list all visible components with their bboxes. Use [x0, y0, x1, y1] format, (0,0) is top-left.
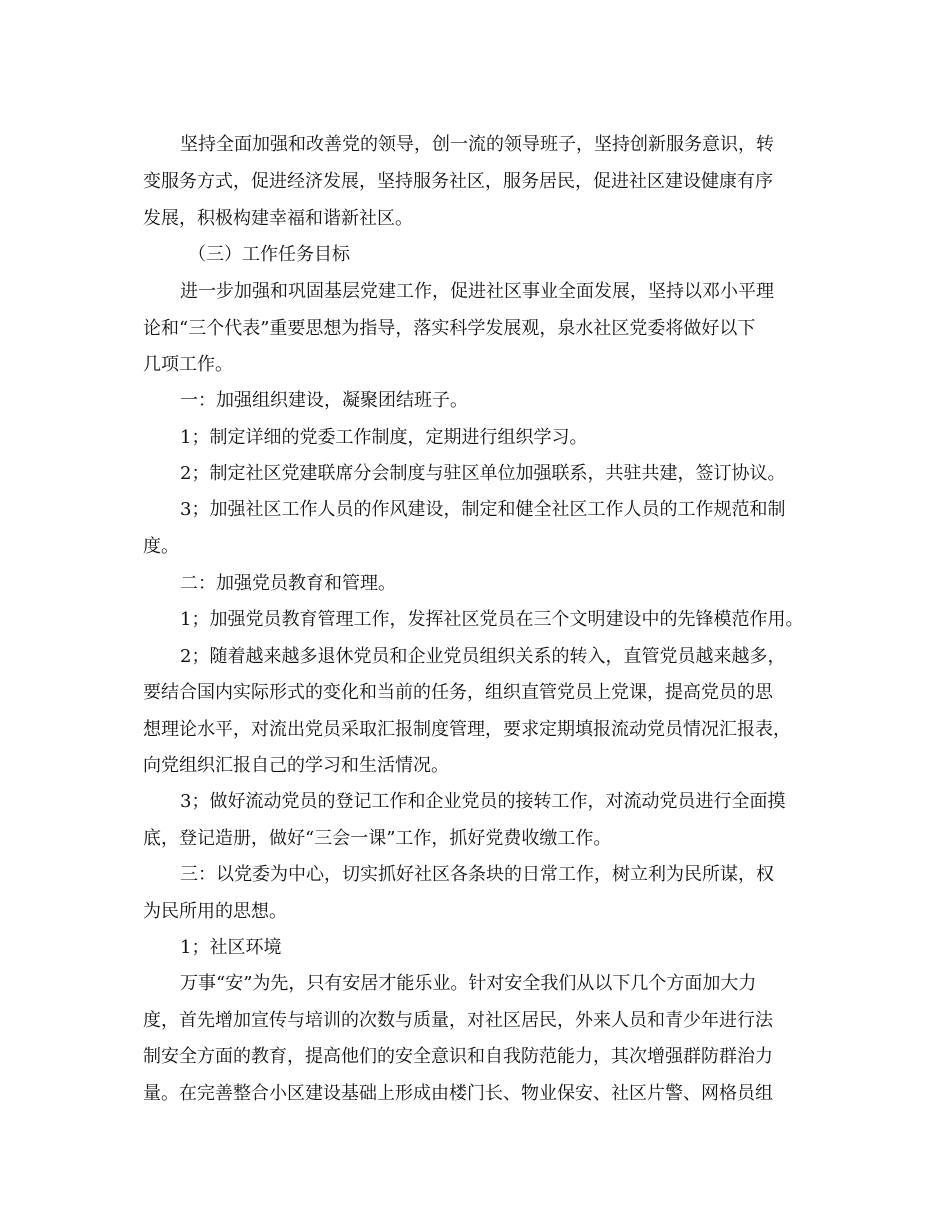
- item-two-point-2-line-2: 要结合国内实际形式的变化和当前的任务，组织直管党员上党课，提高党员的思: [143, 682, 773, 703]
- paragraph-1-line-3: 发展，积极构建幸福和谐新社区。: [143, 208, 413, 229]
- item-heading-three-line-1: 三：以党委为中心，切实抓好社区各条块的日常工作，树立利为民所谋，权: [180, 864, 774, 885]
- section-heading: （三）工作任务目标: [188, 244, 350, 265]
- paragraph-1-line-1: 坚持全面加强和改善党的领导，创一流的领导班子，坚持创新服务意识，转: [180, 134, 774, 155]
- item-heading-one: 一：加强组织建设，凝聚团结班子。: [180, 390, 468, 411]
- item-two-point-3-line-2: 底，登记造册，做好“三会一课”工作，抓好党费收缴工作。: [143, 828, 612, 849]
- item-one-point-2: 2；制定社区党建联席分会制度与驻区单位加强联系，共驻共建，签订协议。: [180, 463, 786, 484]
- item-heading-two: 二：加强党员教育和管理。: [180, 573, 396, 594]
- environment-paragraph-line-2: 度，首先增加宣传与培训的次数与质量，对社区居民，外来人员和青少年进行法: [143, 1010, 773, 1031]
- paragraph-3-line-2: 论和“三个代表”重要思想为指导，落实科学发展观，泉水社区党委将做好以下: [143, 318, 756, 339]
- paragraph-3-line-1: 进一步加强和巩固基层党建工作，促进社区事业全面发展，坚持以邓小平理: [180, 281, 774, 302]
- environment-paragraph-line-4: 量。在完善整合小区建设基础上形成由楼门长、物业保安、社区片警、网格员组: [143, 1083, 773, 1104]
- item-two-point-1: 1；加强党员教育管理工作，发挥社区党员在三个文明建设中的先锋模范作用。: [180, 609, 804, 630]
- environment-paragraph-line-3: 制安全方面的教育，提高他们的安全意识和自我防范能力，其次增强群防群治力: [143, 1046, 773, 1067]
- paragraph-3-line-3: 几项工作。: [143, 354, 233, 375]
- item-two-point-3-line-1: 3；做好流动党员的登记工作和企业党员的接转工作，对流动党员进行全面摸: [180, 791, 786, 812]
- item-one-point-1: 1；制定详细的党委工作制度，定期进行组织学习。: [180, 427, 588, 448]
- item-one-point-3-line-1: 3；加强社区工作人员的作风建设，制定和健全社区工作人员的工作规范和制: [180, 499, 786, 520]
- item-one-point-3-line-2: 度。: [143, 536, 179, 557]
- item-heading-three-line-2: 为民所用的思想。: [143, 901, 287, 922]
- item-two-point-2-line-4: 向党组织汇报自己的学习和生活情况。: [143, 755, 449, 776]
- item-two-point-2-line-1: 2；随着越来越多退休党员和企业党员组织关系的转入，直管党员越来越多，: [180, 646, 786, 667]
- paragraph-1-line-2: 变服务方式，促进经济发展，坚持服务社区，服务居民，促进社区建设健康有序: [143, 171, 773, 192]
- environment-paragraph-line-1: 万事“安”为先，只有安居才能乐业。针对安全我们从以下几个方面加大力: [180, 973, 757, 994]
- item-three-point-1: 1；社区环境: [180, 937, 282, 958]
- item-two-point-2-line-3: 想理论水平，对流出党员采取汇报制度管理，要求定期填报流动党员情况汇报表，: [143, 719, 791, 740]
